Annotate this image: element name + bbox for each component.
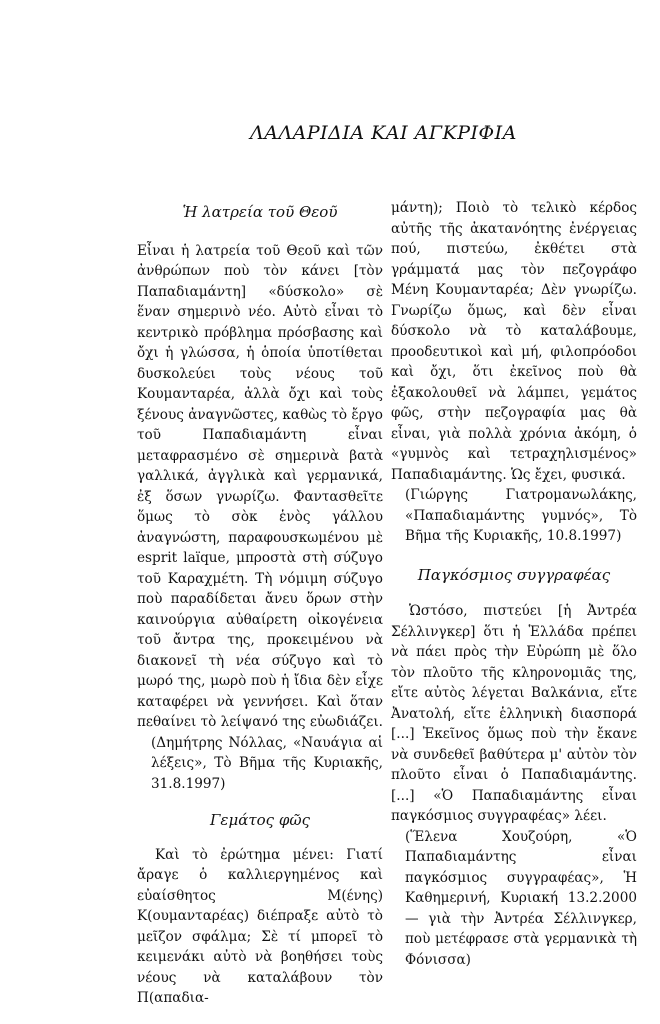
section-text-world-writer: Ὡστόσο, πιστεύει [ἡ Ἀντρέα Σέλλινγκερ] ὅτι ἡ Ἑλλάδα πρέπει νὰ πάει πρὸς τὴν Εὐρώπη μὲ ὅλο τὸν πλοῦτο τῆς κληρονομιᾶς της, εἴτε αὐτὸς λέγεται Βαλκάνια, εἴτε Ἀνατολή, εἴτε ἑλληνικὴ διασπορά [...] Ἐκεῖνος ὅμως ποὺ τὴν ἔκανε νὰ συνδεθεῖ βαθύτερα μ' αὐτὸν τὸν πλοῦτο εἶναι ὁ Παπαδιαμάντης. [...] «Ὁ Παπαδιαμάντης εἶναι παγκόσμιος συγγραφέας» λέει. — [391, 603, 637, 824]
section-heading-full-of-light: Γεμάτος φῶς — [210, 811, 310, 829]
citation-chouzouri: (Ἕλενα Χουζούρη, «Ὁ Παπαδιαμάντης εἶναι παγκόσμιος συγγραφέας», Ἡ Καθημερινή, Κυριακή 13.2.2000 — γιὰ τὴν Ἀντρέα Σέλλινγκερ, ποὺ μετέφρασε στὰ γερμανικὰ τὴ Φόνισσα) — [405, 828, 637, 968]
section-text-full-of-light-continued: μάντη); Ποιὸ τὸ τελικὸ κέρδος αὐτῆς τῆς ἀκατανόητης ἐνέργειας πού, πιστεύω, ἐκθέτει στὰ γράμματά μας τὸν πεζογράφο Μένη Κουμανταρέα; Δὲν γνωρίζω. Γνωρίζω ὅμως, καὶ δὲν εἶναι δύσκολο νὰ τὸ καταλάβουμε, προοδευτικοὶ καὶ μή, φιλοπρόοδοι καὶ ὄχι, ὅτι ἐκεῖνος ποὺ θὰ ἐξακολουθεῖ νὰ λάμπει, γεμάτος φῶς, στὴν πεζογραφία μας θὰ εἶναι, γιὰ πολλὰ χρόνια ἀκόμη, ὁ «γυμνὸς καὶ τετραχηλισμένος» Παπαδιαμάντης. Ὡς ἔχει, φυσικά. — [391, 200, 637, 483]
citation-giatromanolakis: (Γιώργης Γιατρομανωλάκης, «Παπαδιαμάντης γυμνός», Τὸ Βῆμα τῆς Κυριακῆς, 10.8.1997) — [405, 487, 637, 544]
right-column — [391, 198, 637, 970]
section-text-full-of-light: Καὶ τὸ ἐρώτημα μένει: Γιατί ἄραγε ὁ καλλιεργημένος καὶ εὐαίσθητος Μ(ένης) Κ(ουμανταρέας) διέπραξε αὐτὸ τὸ μεῖζον σφάλμα; Σὲ τί μπορεῖ τὸ κειμενάκι αὐτὸ νὰ βοηθήσει τοὺς νέους νὰ καταλάβουν τὸν Π(απαδια- — [137, 846, 383, 1006]
section-heading-worship-of-god: Ἡ λατρεία τοῦ Θεοῦ — [182, 203, 338, 221]
section-heading-world-writer: Παγκόσμιος συγγραφέας — [417, 565, 611, 584]
section-text-worship-of-god: Εἶναι ἡ λατρεία τοῦ Θεοῦ καὶ τῶν ἀνθρώπων ποὺ τὸν κάνει [τὸν Παπαδιαμάντη] «δύσκολο» σὲ ἕναν σημερινὸ νέο. Αὐτὸ εἶναι τὸ κεντρικὸ πρόβλημα πρόσβασης καὶ ὄχι ἡ γλώσσα, ἡ ὁποία ὑποτίθεται δυσκολεύει τοὺς νέους τοῦ Κουμανταρέα, ἀλλὰ ὄχι καὶ τοὺς ξένους ἀναγνῶστες, καθὼς τὸ ἔργο τοῦ Παπαδιαμάντη εἶναι μεταφρασμένο σὲ σημερινὰ βατὰ γαλλικά, ἀγγλικὰ καὶ γερμανικά, ἐξ ὅσων γνωρίζω. Φαντασθεῖτε ὅμως τὸ σὸκ ἑνὸς γάλλου ἀναγνώστη, παραφουσκωμένου μὲ esprit laïque, μπροστὰ στὴ σύζυγο τοῦ Καραχμέτη. Τὴ νόμιμη σύζυγο ποὺ παραδίδεται ἄνευ ὅρων στὴν καινούργια αὐθαίρετη οἰκογένεια τοῦ ἄντρα της, προκειμένου νὰ διακονεῖ τὴ νέα σύζυγο καὶ τὸ μωρό της, μωρὸ ποὺ ἡ ἴδια δὲν εἶχε καταφέρει νὰ γεννήσει. Καὶ ὅταν πεθαίνει τὸ λείψανό της εὐωδιάζει. — [137, 242, 383, 730]
page-title: ΛΑΛΑΡΙΔΙΑ ΚΑΙ ΑΓΚΡΙΦΙΑ — [250, 122, 517, 144]
citation-nollas: (Δημήτρης Νόλλας, «Ναυάγια αἱ λέξεις», Τὸ Βῆμα τῆς Κυριακῆς, 31.8.1997) — [151, 734, 383, 792]
left-column — [137, 198, 383, 1009]
